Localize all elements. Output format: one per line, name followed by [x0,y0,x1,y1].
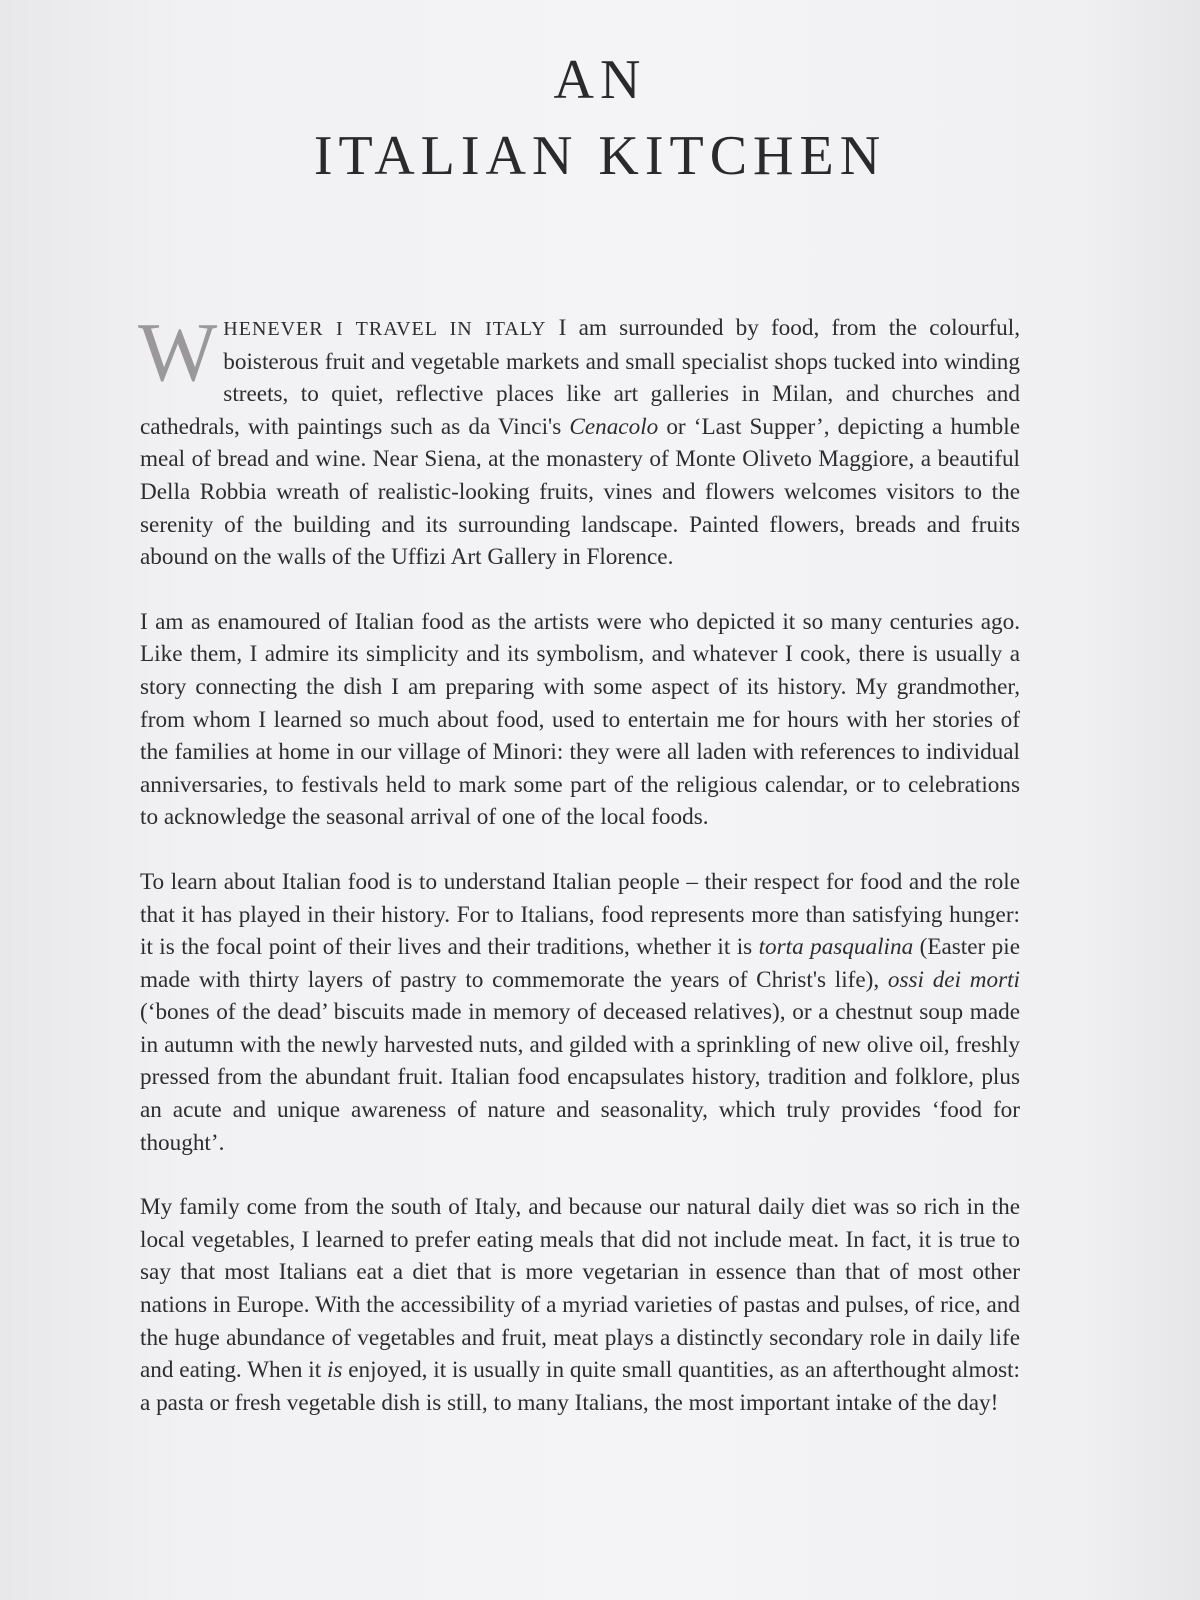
paragraph-2 [140,606,1020,834]
paragraph-3-italic-b: ossi dei morti [887,966,1020,993]
paragraph-4-text-b: enjoyed, it is usually in quite small quantities, as an afterthought almost: a pasta or fresh vegetable dish is still, to many Italians, the most important intake of the day! [140,1357,1020,1416]
paragraph-4-text-a: My family come from the south of Italy, and because our natural daily diet was so rich in the local vegetables, I learned to prefer eating meals that did not include meat. In fact, it is true to say that most Italians eat a diet that is more vegetarian in essence than that of most other nations in Europe. With the accessibility of a myriad varieties of pastas and pulses, of rice, and the huge abundance of vegetables and fruit, meat plays a distinctly secondary role in daily life and eating. When it [140,1194,1020,1384]
paragraph-4 [140,1191,1020,1419]
paragraph-1-italic-a: Cenacolo [569,413,659,440]
title-line-1: AN [553,49,647,111]
lead-in-small-caps: HENEVER I TRAVEL IN ITALY [223,318,547,340]
paragraph-2-text: I am as enamoured of Italian food as the artists were who depicted it so many centuries ago. Like them, I admire its simplicity and its symbolism, and whatever I cook, there is usually a story connecting the dish I am preparing with some aspect of its history. My grandmother, from whom I learned so much about food, used to entertain me for hours with her stories of the families at home in our village of Minori: they were all laden with references to individual anniversaries, to festivals held to mark some part of the religious calendar, or to celebrations to acknowledge the seasonal arrival of one of the local foods. [140,608,1020,831]
page-title [0,42,1200,194]
body-text [138,306,1021,1451]
paragraph-3-text-c: (‘bones of the dead’ biscuits made in memory of deceased relatives), or a chestnut soup made in autumn with the newly harvested nuts, and gilded with a sprinkling of new olive oil, freshly pressed from the abundant fruit. Italian food encapsulates history, tradition and folklore, plus an acute and unique awareness of nature and seasonality, which truly provides ‘food for thought’. [140,999,1020,1156]
paragraph-3-italic-a: torta pasqualina [758,934,914,961]
paragraph-3-text-a: To learn about Italian food is to understand Italian people – their respect for food and the role that it has played in their history. For to Italians, food represents more than satisfying hunger: it is the focal point of their lives and their traditions, whether it is [140,868,1020,961]
paragraph-3-text-b: (Easter pie made with thirty layers of pastry to commemorate the years of Christ's life), [140,934,1020,993]
paragraph-3 [140,866,1020,1159]
paragraph-1-text-b: or ‘Last Supper’, depicting a humble meal of bread and wine. Near Siena, at the monastery of Monte Oliveto Maggiore, a beautiful Della Robbia wreath of realistic-looking fruits, vines and flowers welcomes visitors to the serenity of the building and its surrounding landscape. Painted flowers, breads and fruits abound on the walls of the Uffizi Art Gallery in Florence. [140,413,1021,571]
drop-cap: W [138,306,218,399]
paragraph-1 [138,306,1021,574]
title-line-2: ITALIAN KITCHEN [313,125,887,187]
paragraph-1-text-a: I am surrounded by food, from the colourful, boisterous fruit and vegetable markets and small specialist shops tucked into winding streets, to quiet, reflective places like art galleries in Milan, and churches and cathedrals, with paintings such as da Vinci's [140,315,1020,440]
paragraph-4-italic-a: is [326,1357,343,1384]
